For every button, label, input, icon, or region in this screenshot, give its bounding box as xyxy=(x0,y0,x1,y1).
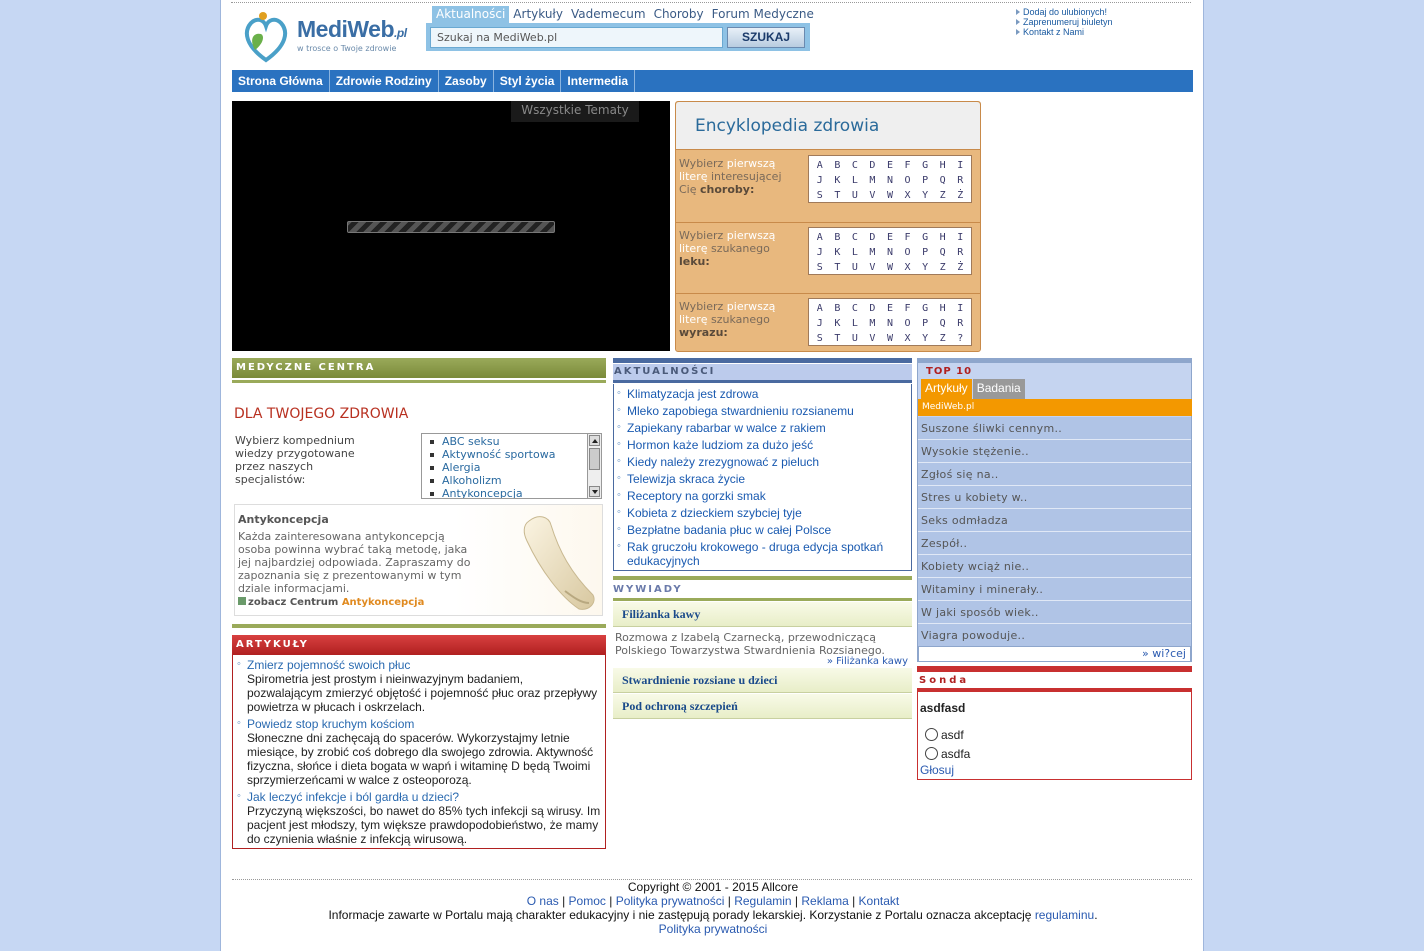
divider xyxy=(232,624,606,628)
nav-styl-zycia[interactable]: Styl życia xyxy=(494,70,562,92)
footer-link-contact[interactable]: Kontakt xyxy=(858,894,900,908)
letter-link[interactable]: Y xyxy=(922,262,929,273)
letter-link[interactable]: Q xyxy=(939,175,946,186)
article-excerpt: Spirometria jest prostym i nieinwazyjnym badaniem, pozwalającym zmierzyć objętość i pojemność płuc oraz przepływy powietrza w płucach i oskrzelach. xyxy=(247,672,598,714)
letter-link[interactable]: D xyxy=(869,232,876,243)
poll-box xyxy=(917,692,1192,780)
letter-link[interactable]: E xyxy=(886,160,893,171)
footer-privacy xyxy=(221,922,1205,936)
letter-link[interactable]: W xyxy=(886,190,893,201)
letter-link[interactable]: Q xyxy=(939,247,946,258)
letter-link[interactable]: P xyxy=(922,247,929,258)
tab-vademecum[interactable]: Vademecum xyxy=(570,7,646,21)
letter-link[interactable]: Y xyxy=(922,333,929,344)
interview-description: Rozmowa z Izabelą Czarnecką, przewodniczącą Polskiego Towarzystwa Stwardnienia Rozsianego. » Filiżanka kawy xyxy=(615,631,908,667)
letter-link[interactable]: S xyxy=(816,190,823,201)
footer-link-about[interactable]: O nas xyxy=(526,894,559,908)
radio-button[interactable] xyxy=(925,747,938,760)
letter-link[interactable]: J xyxy=(816,175,823,186)
letter-link[interactable]: X xyxy=(904,262,911,273)
letter-link[interactable]: H xyxy=(939,232,946,243)
interview-link[interactable]: Filiżanka kawy xyxy=(613,602,912,627)
article-excerpt: Słoneczne dni zachęcają do spacerów. Wykorzystajmy letnie miesiące, by zrobić coś dobrego dla swojego zdrowia. Aktywność fizyczna, słońce i dieta bogata w wapń i witaminę D będą Twoimi sprzymierzeńcami w walce z osteoporozą. xyxy=(247,731,594,787)
letter-link[interactable]: S xyxy=(816,333,823,344)
letter-link[interactable]: Z xyxy=(939,190,946,201)
letter-link[interactable]: I xyxy=(957,232,964,243)
letter-link[interactable]: T xyxy=(834,333,841,344)
wywiady-header: WYWIADY xyxy=(613,584,683,595)
condom-image xyxy=(505,511,601,615)
letter-link[interactable]: M xyxy=(869,175,876,186)
article-link[interactable]: ◦ Powiedz stop kruchym kościom xyxy=(247,717,601,731)
centra-listbox[interactable] xyxy=(421,433,602,499)
top10-item[interactable]: W jaki sposób wiek.. xyxy=(918,601,1191,624)
loading-bar xyxy=(347,221,555,233)
letter-link[interactable]: N xyxy=(886,318,893,329)
letter-link[interactable]: C xyxy=(851,232,858,243)
radio-button[interactable] xyxy=(925,728,938,741)
search-button[interactable]: SZUKAJ xyxy=(727,27,805,48)
letter-link[interactable]: C xyxy=(851,303,858,314)
letter-link[interactable]: Ż xyxy=(957,262,964,273)
poll-option[interactable]: asdfa xyxy=(925,747,970,761)
letter-link[interactable]: F xyxy=(904,303,911,314)
letter-link[interactable]: Y xyxy=(922,190,929,201)
letter-link[interactable]: E xyxy=(886,303,893,314)
scroll-up-icon[interactable] xyxy=(589,435,600,446)
top-tabs xyxy=(432,6,818,23)
letter-link[interactable]: Q xyxy=(939,318,946,329)
letter-link[interactable]: Z xyxy=(939,262,946,273)
artykuly-header: ARTYKUŁY xyxy=(232,635,606,655)
article-excerpt: Przyczyną większości, bo nawet do 85% tych infekcji są wirusy. Im pacjent jest młodszy, tym większe prawdopodobieństwo, że mamy do czynienia właśnie z infekcją wirusową. xyxy=(247,804,601,846)
letter-link[interactable]: F xyxy=(904,160,911,171)
top10-list xyxy=(918,417,1191,647)
letter-link[interactable]: U xyxy=(851,262,858,273)
letter-link[interactable]: K xyxy=(834,175,841,186)
ency-row-leki xyxy=(676,222,980,292)
letter-link[interactable]: L xyxy=(851,175,858,186)
letter-link[interactable]: T xyxy=(834,190,841,201)
letter-link[interactable]: R xyxy=(957,175,964,186)
site-logo[interactable] xyxy=(241,8,416,66)
top10-more-link[interactable]: » wi?cej xyxy=(918,646,1191,662)
medyczne-centra-title: DLA TWOJEGO ZDROWIA xyxy=(234,406,409,422)
footer-disclaimer: Informacje zawarte w Portalu mają charakter edukacyjny i nie zastępują porady lekarskiej. Korzystanie z Portalu oznacza akceptację regulaminu. xyxy=(328,908,1098,922)
letter-link[interactable]: O xyxy=(904,247,911,258)
poll-question: asdfasd xyxy=(920,701,966,715)
letter-link[interactable]: W xyxy=(886,262,893,273)
letter-link[interactable]: L xyxy=(851,318,858,329)
top10-item[interactable]: Kobiety wciąż nie.. xyxy=(918,555,1191,578)
letter-link[interactable]: B xyxy=(834,303,841,314)
news-link[interactable]: ◦ Bezpłatne badania płuc w całej Polsce xyxy=(614,523,911,537)
letter-link[interactable]: M xyxy=(869,247,876,258)
letter-link[interactable]: A xyxy=(816,160,823,171)
letter-link[interactable]: B xyxy=(834,160,841,171)
encyclopedia-title: Encyklopedia zdrowia xyxy=(695,116,880,136)
letter-link[interactable]: B xyxy=(834,232,841,243)
top10-source: MediWeb.pl xyxy=(918,399,1192,416)
add-favorites-link[interactable]: Dodaj do ulubionych! xyxy=(1015,7,1113,17)
letter-link[interactable]: O xyxy=(904,175,911,186)
list-item[interactable]: Aktywność sportowa xyxy=(430,448,601,461)
tab-artykuly-top[interactable]: Artykuły xyxy=(921,379,972,399)
poll-option[interactable]: asdf xyxy=(925,728,964,742)
search-input[interactable]: Szukaj na MediWeb.pl xyxy=(430,27,723,48)
letter-link[interactable]: S xyxy=(816,262,823,273)
tab-artykuly[interactable]: Artykuły xyxy=(513,7,563,21)
divider xyxy=(232,380,606,383)
contact-link[interactable]: Kontakt z Nami xyxy=(1015,27,1113,37)
letter-link[interactable]: I xyxy=(957,303,964,314)
footer-link-terms[interactable]: Regulamin xyxy=(734,894,792,908)
encyclopedia-box xyxy=(675,101,981,352)
feature-more-link[interactable]: zobacz Centrum Antykoncepcja xyxy=(238,597,424,608)
footer-link-privacy[interactable]: Polityka prywatności xyxy=(615,894,725,908)
footer-terms-link[interactable]: regulaminu xyxy=(1034,908,1095,922)
divider xyxy=(613,598,912,601)
letter-link[interactable]: E xyxy=(886,232,893,243)
letter-link[interactable]: L xyxy=(851,247,858,258)
ency-row-wyrazy xyxy=(676,293,980,363)
news-link[interactable]: ◦ Kobieta z dzieckiem szybciej tyje xyxy=(614,506,911,520)
interview-link[interactable]: Pod ochroną szczepień xyxy=(613,694,912,719)
letter-link[interactable]: R xyxy=(957,247,964,258)
letter-link[interactable]: M xyxy=(869,318,876,329)
letter-link[interactable]: P xyxy=(922,318,929,329)
top10-item[interactable]: Seks odmładza xyxy=(918,509,1191,532)
copyright: Copyright © 2001 - 2015 Allcore xyxy=(627,880,799,894)
letter-link[interactable]: P xyxy=(922,175,929,186)
scroll-down-icon[interactable] xyxy=(589,486,600,497)
letter-link[interactable]: H xyxy=(939,160,946,171)
letter-link[interactable]: G xyxy=(922,160,929,171)
ency-row-label: Wybierz pierwszą literę interesującej Cię choroby: xyxy=(679,157,782,196)
news-link[interactable]: ◦ Klimatyzacja jest zdrowa xyxy=(614,387,911,401)
tab-choroby[interactable]: Choroby xyxy=(653,7,704,21)
logo-tagline: w trosce o Twoje zdrowie xyxy=(297,44,397,53)
nav-zasoby[interactable]: Zasoby xyxy=(439,70,494,92)
letter-link[interactable]: A xyxy=(816,303,823,314)
letter-link[interactable]: G xyxy=(922,232,929,243)
letter-link[interactable]: ? xyxy=(957,333,964,344)
letter-link[interactable]: C xyxy=(851,160,858,171)
medyczne-centra-description: Wybierz kompednium wiedzy przygotowane przez naszych specjalistów: xyxy=(235,434,355,486)
letter-link[interactable]: U xyxy=(851,333,858,344)
search-bar xyxy=(426,23,810,51)
top-divider xyxy=(231,2,1191,3)
top10-item[interactable]: Viagra powoduje.. xyxy=(918,624,1191,647)
page xyxy=(220,0,1204,951)
news-link[interactable]: ◦ Kiedy należy zrezygnować z pieluch xyxy=(614,455,911,469)
letter-link[interactable]: J xyxy=(816,247,823,258)
list-item[interactable]: Alergia xyxy=(430,461,601,474)
letter-grid xyxy=(808,227,972,275)
scroll-thumb[interactable] xyxy=(589,448,600,470)
subscribe-newsletter-link[interactable]: Zaprenumeruj biuletyn xyxy=(1015,17,1113,27)
all-topics-button[interactable]: Wszystkie Tematy xyxy=(511,101,639,122)
divider xyxy=(613,358,912,363)
footer-links: O nas | Pomoc | Polityka prywatności | Regulamin | Reklama | Kontakt xyxy=(526,894,900,908)
letter-link[interactable]: G xyxy=(922,303,929,314)
medyczne-centra-header: MEDYCZNE CENTRA xyxy=(232,358,606,378)
tab-badania-top[interactable]: Badania xyxy=(973,379,1025,399)
news-link[interactable]: ◦ Zapiekany rabarbar w walce z rakiem xyxy=(614,421,911,435)
letter-link[interactable]: O xyxy=(904,318,911,329)
footer-link-ads[interactable]: Reklama xyxy=(801,894,849,908)
article-item xyxy=(233,790,605,846)
artykuly-box xyxy=(232,655,606,849)
top10-tabs xyxy=(921,379,1026,399)
letter-link[interactable]: K xyxy=(834,247,841,258)
top10-item[interactable]: Witaminy i minerały.. xyxy=(918,578,1191,601)
news-link[interactable]: ◦ Mleko zapobiega stwardnieniu rozsianemu xyxy=(614,404,911,418)
letter-link[interactable]: K xyxy=(834,318,841,329)
top-links xyxy=(1015,7,1113,37)
article-item xyxy=(233,717,605,787)
logo-text: MediWeb.pl xyxy=(297,16,407,42)
top10-item[interactable]: Stres u kobiety w.. xyxy=(918,486,1191,509)
letter-link[interactable]: X xyxy=(904,190,911,201)
letter-link[interactable]: R xyxy=(957,318,964,329)
divider xyxy=(917,666,1192,672)
letter-link[interactable]: T xyxy=(834,262,841,273)
footer-link-help[interactable]: Pomoc xyxy=(568,894,606,908)
letter-link[interactable]: H xyxy=(939,303,946,314)
list-item[interactable]: Antykoncepcja xyxy=(430,487,601,499)
list-item[interactable]: ABC seksu xyxy=(430,435,601,448)
arrow-icon xyxy=(238,597,246,605)
letter-link[interactable]: N xyxy=(886,247,893,258)
divider xyxy=(613,576,912,580)
nav-intermedia[interactable]: Intermedia xyxy=(561,70,635,92)
letter-link[interactable]: N xyxy=(886,175,893,186)
letter-link[interactable]: D xyxy=(869,303,876,314)
news-link[interactable]: ◦ Hormon każe ludziom za dużo jeść xyxy=(614,438,911,452)
aktualnosci-list xyxy=(613,384,912,571)
top10-title: TOP 10 xyxy=(926,366,973,377)
letter-grid xyxy=(808,155,972,203)
video-player[interactable] xyxy=(232,101,670,351)
letter-link[interactable]: V xyxy=(869,262,876,273)
letter-link[interactable]: I xyxy=(957,160,964,171)
top10-item[interactable]: Zgłoś się na.. xyxy=(918,463,1191,486)
article-item xyxy=(233,658,605,714)
nav-strona-glowna[interactable]: Strona Główna xyxy=(232,70,330,92)
letter-link[interactable]: J xyxy=(816,318,823,329)
encyclopedia-header xyxy=(676,102,980,150)
interview-more-link[interactable]: » Filiżanka kawy xyxy=(826,656,908,667)
feature-text: Każda zainteresowana antykoncepcją osoba powinna wybrać taką metodę, jaka jej najbardziej odpowiada. Zapraszamy do zapoznania się z prezentowanymi w tym dziale informacjami. xyxy=(238,530,471,595)
ency-row-label: Wybierz pierwszą literę szukanego leku: xyxy=(679,229,776,268)
feature-box xyxy=(234,504,603,616)
letter-link[interactable]: W xyxy=(886,333,893,344)
letter-link[interactable]: Z xyxy=(939,333,946,344)
aktualnosci-header: AKTUALNOŚCI xyxy=(613,364,912,380)
letter-link[interactable]: U xyxy=(851,190,858,201)
top10-item[interactable]: Suszone śliwki cennym.. xyxy=(918,417,1191,440)
list-item[interactable]: Alkoholizm xyxy=(430,474,601,487)
letter-link[interactable]: Ż xyxy=(957,190,964,201)
ency-row-label: Wybierz pierwszą literę szukanego wyrazu: xyxy=(679,300,776,339)
divider xyxy=(613,380,912,383)
nav-zdrowie-rodziny[interactable]: Zdrowie Rodziny xyxy=(330,70,439,92)
letter-link[interactable]: D xyxy=(869,160,876,171)
top10-item[interactable]: Wysokie stężenie.. xyxy=(918,440,1191,463)
article-link[interactable]: ◦ Zmierz pojemność swoich płuc xyxy=(247,658,601,672)
footer-privacy-link[interactable]: Polityka prywatności xyxy=(658,922,768,936)
tab-forum[interactable]: Forum Medyczne xyxy=(711,7,814,21)
sonda-header: Sonda xyxy=(919,675,970,686)
vote-button[interactable]: Głosuj xyxy=(920,763,955,777)
top10-item[interactable]: Zespół.. xyxy=(918,532,1191,555)
news-link[interactable]: ◦ Receptory na gorzki smak xyxy=(614,489,911,503)
feature-title: Antykoncepcja xyxy=(238,513,329,526)
interview-link[interactable]: Stwardnienie rozsiane u dzieci xyxy=(613,668,912,693)
news-link[interactable]: ◦ Telewizja skraca życie xyxy=(614,472,911,486)
letter-grid xyxy=(808,298,972,346)
tab-aktualnosci[interactable]: Aktualności xyxy=(432,6,509,23)
ency-row-choroby xyxy=(676,151,980,221)
letter-link[interactable]: A xyxy=(816,232,823,243)
logo-heart-icon xyxy=(241,10,291,64)
news-link[interactable]: ◦ Rak gruczołu krokowego - druga edycja spotkań edukacyjnych xyxy=(614,540,911,568)
article-link[interactable]: ◦ Jak leczyć infekcje i ból gardła u dzieci? xyxy=(247,790,601,804)
letter-link[interactable]: V xyxy=(869,333,876,344)
letter-link[interactable]: F xyxy=(904,232,911,243)
letter-link[interactable]: V xyxy=(869,190,876,201)
letter-link[interactable]: X xyxy=(904,333,911,344)
main-nav xyxy=(232,70,1193,92)
scrollbar[interactable] xyxy=(587,434,601,498)
